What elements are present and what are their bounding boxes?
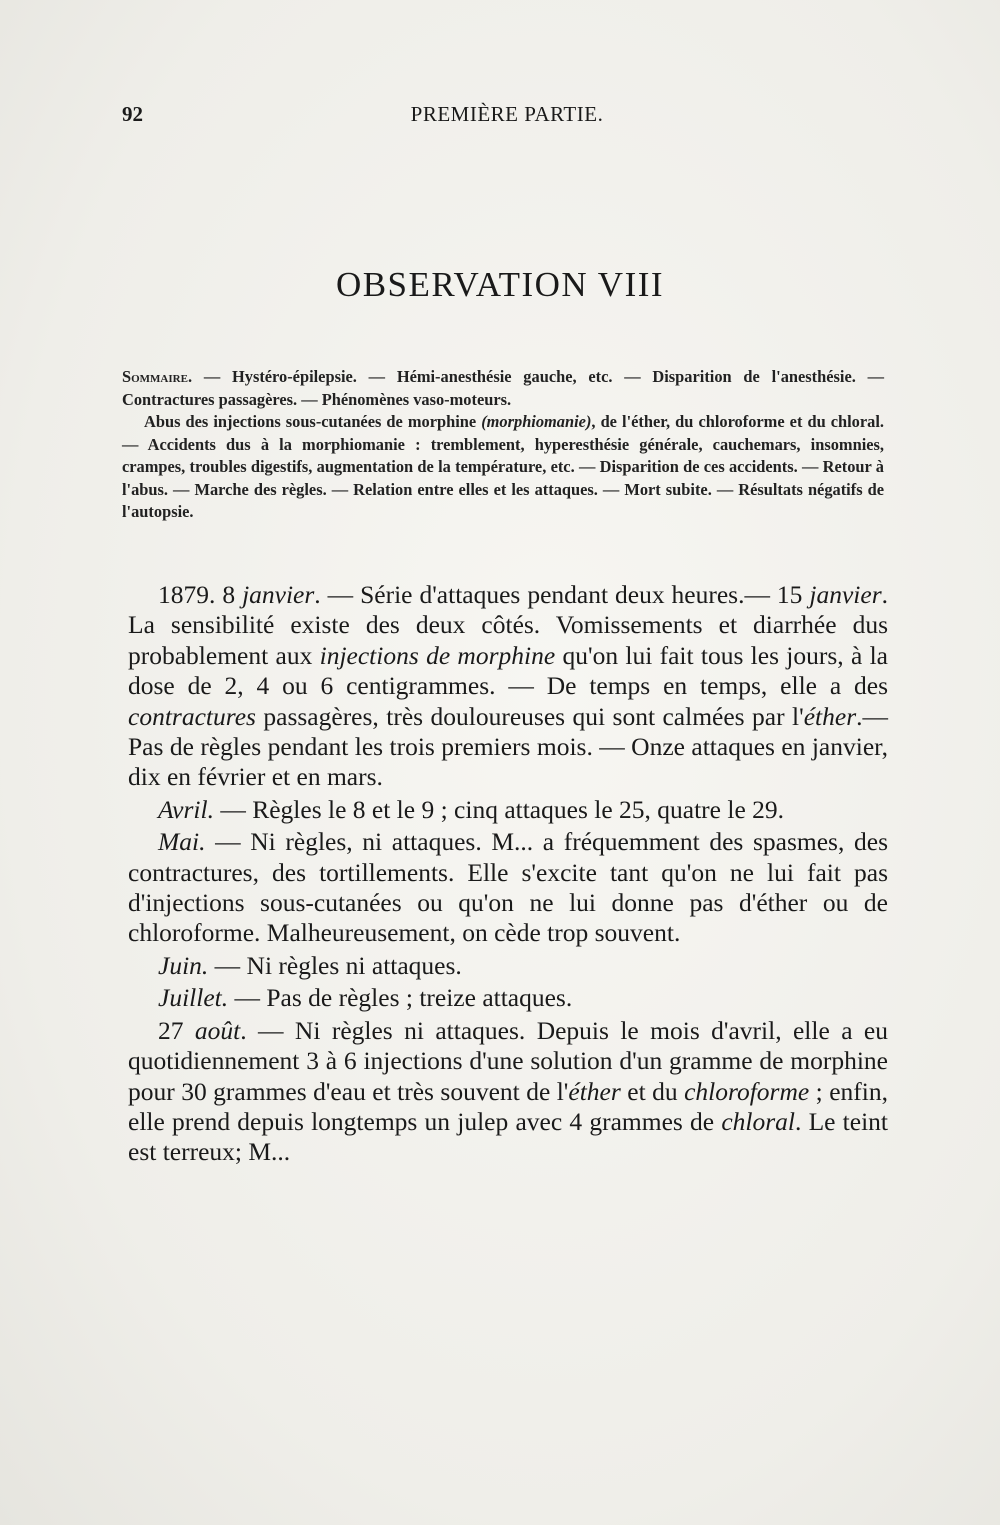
text-run: passagères, très douloureuses qui sont calmées par l' <box>255 701 804 731</box>
text-run: . La sensibilité existe des deux côtés. Vomissements et diarrhée dus probablement aux <box>128 580 888 670</box>
text-run: .—Pas de règles pendant les trois premiers mois. — Onze attaques en janvier, dix en février et en mars. <box>128 701 888 792</box>
paragraph-janvier <box>128 580 888 793</box>
italic-run: Avril. <box>158 794 214 824</box>
running-head: PREMIÈRE PARTIE. <box>410 102 604 126</box>
italic-run: Mai. <box>158 827 206 857</box>
summary-block <box>122 366 884 524</box>
summary-text: , de l'éther, du chloroforme et du chloral. — Accidents dus à la morphiomanie : tremblement, hyperesthésie générale, cauchemars, insomnies, crampes, troubles digestifs, augmentation de la température, etc. — Disparition de ces accidents. — Retour à l'abus. — Marche des règles. — Relation entre elles et les attaques. — Mort subite. — Résultats négatifs de l'autopsie. <box>122 412 884 521</box>
text-run: . — Série d'attaques pendant deux heures.— 15 <box>314 580 810 609</box>
paragraph-juillet <box>128 983 888 1013</box>
italic-run: janvier <box>242 580 315 609</box>
page-number: 92 <box>122 102 143 126</box>
italic-run: éther <box>568 1076 621 1106</box>
summary-paragraph-1 <box>122 366 884 411</box>
italic-run: août <box>194 1015 241 1045</box>
text-run: 1879. 8 <box>158 580 243 609</box>
paragraph-aout <box>128 1016 888 1168</box>
paragraph-avril <box>128 795 888 825</box>
italic-run: Juin. <box>158 950 209 980</box>
summary-text: Abus des injections sous-cutanées de morphine <box>144 412 482 431</box>
paragraph-juin <box>128 951 888 981</box>
observation-title: OBSERVATION VIII <box>335 265 665 304</box>
italic-run: injections de morphine <box>319 640 556 670</box>
text-run: — Ni règles, ni attaques. M... a fréquemment des spasmes, des contractures, des tortillements. Elle s'excite tant qu'on ne lui fait pas d'injections sous-cutanées ou qu'on ne lui donne pas d'éther ou de chloroforme. Malheureusement, on cède trop souvent. <box>128 827 888 948</box>
summary-italic: (morphiomanie) <box>481 412 592 431</box>
text-run: . Le teint est terreux; M... <box>128 1106 889 1167</box>
text-run: et du <box>620 1076 685 1106</box>
italic-run: Juillet. <box>158 983 229 1013</box>
text-run: — Ni règles ni attaques. <box>208 950 462 980</box>
italic-run: chloroforme <box>684 1076 810 1106</box>
body-text <box>128 580 888 1170</box>
paragraph-mai <box>128 827 888 949</box>
text-run: . — Ni règles ni attaques. Depuis le mois d'avril, elle a eu quotidiennement 3 à 6 injections d'une solution d'un gramme de morphine pour 30 grammes d'eau et très souvent de l' <box>128 1015 888 1106</box>
summary-line-1: — Hystéro-épilepsie. — Hémi-anesthésie gauche, etc. — Disparition de l'anesthésie. — Contractures passagères. — Phénomènes vaso-moteurs. <box>122 367 884 409</box>
summary-label: Sommaire. <box>122 367 193 386</box>
summary-paragraph-2 <box>122 411 884 524</box>
page-header <box>122 102 892 138</box>
text-run: 27 <box>158 1015 195 1045</box>
text-run: ; enfin, elle prend depuis longtemps un julep avec 4 grammes de <box>128 1076 888 1136</box>
text-run: — Pas de règles ; treize attaques. <box>228 983 573 1013</box>
italic-run: chloral <box>721 1106 795 1136</box>
italic-run: éther <box>803 701 857 731</box>
text-run: qu'on lui fait tous les jours, à la dose de 2, 4 ou 6 centigrammes. — De temps en temps, elle a des <box>128 640 888 701</box>
italic-run: janvier <box>809 580 882 609</box>
text-run: — Règles le 8 et le 9 ; cinq attaques le 25, quatre le 29. <box>213 794 785 824</box>
italic-run: contractures <box>128 701 256 731</box>
